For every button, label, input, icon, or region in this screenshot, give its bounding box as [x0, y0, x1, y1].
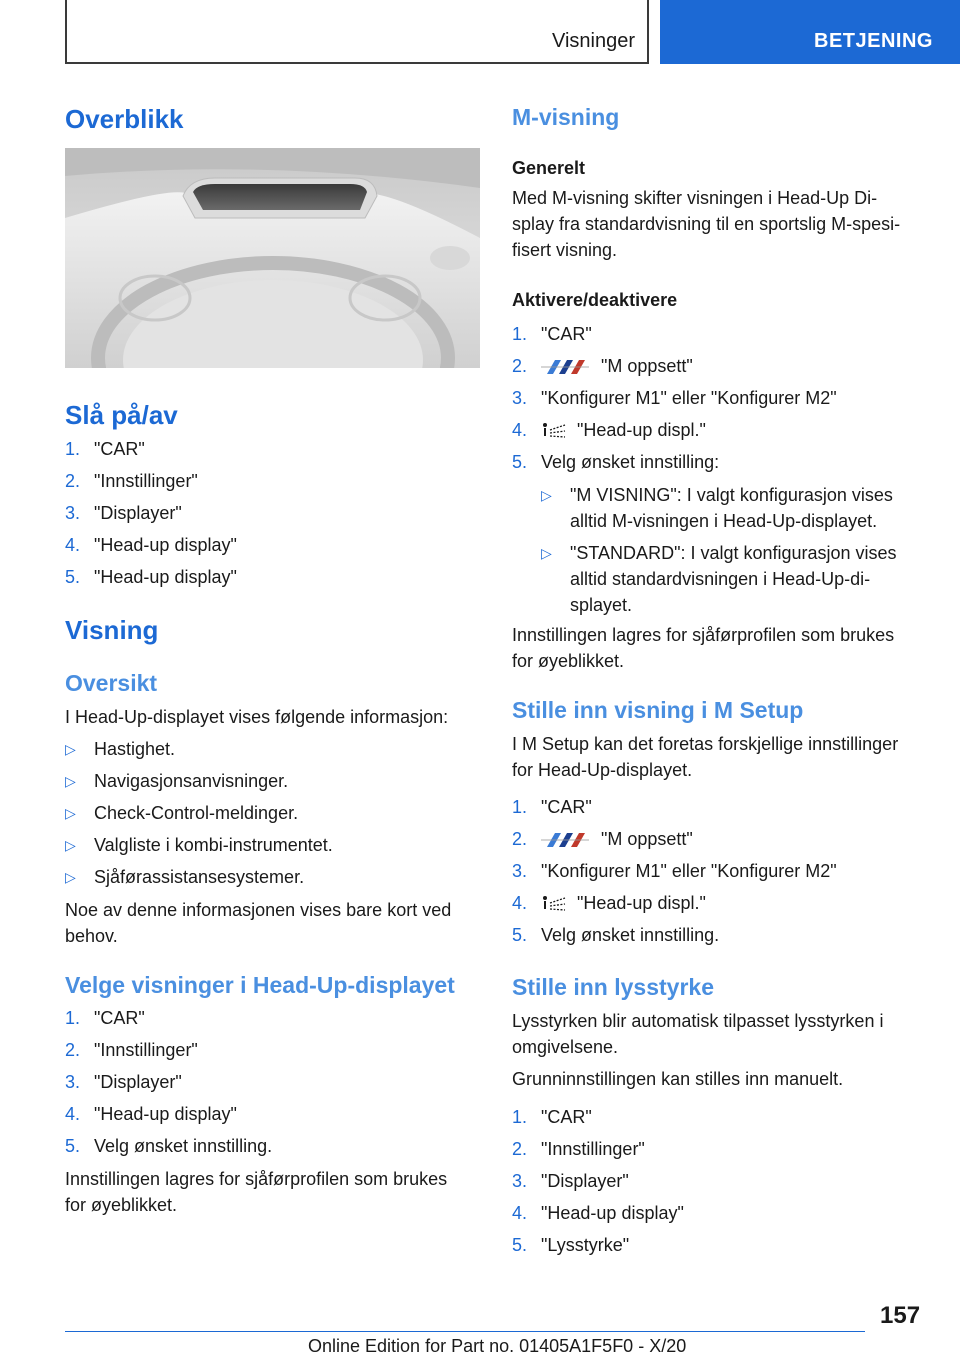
- m-stripes-icon: [541, 833, 589, 847]
- header-chapter-title: BETJENING: [814, 30, 933, 52]
- sla-pa-av-heading: Slå på/av: [65, 400, 178, 430]
- lysstyrke-intro-line-2: omgivelsene.: [512, 1037, 619, 1057]
- visning-note-line-1: Noe av denne informasjonen vises bare kort ved: [65, 900, 452, 920]
- m-visning-sub-line: alltid M-visningen i Head-Up-displayet.: [570, 511, 878, 531]
- m-setup-intro-line-1: I M Setup kan det foretas forskjellige innstillinger: [512, 734, 899, 754]
- m-visning-note-line-2: for øyeblikket.: [512, 651, 625, 671]
- standard-sub-line: splayet.: [570, 595, 633, 615]
- head-up-display-icon: [541, 895, 567, 913]
- lysstyrke-intro-line-1: Lysstyrken blir automatisk tilpasset lysstyrken i: [512, 1011, 884, 1031]
- header-section-box: [65, 0, 649, 64]
- footer-edition: Online Edition for Part no. 01405A1F5F0 - X/20: [308, 1336, 687, 1356]
- lysstyrke-intro-line-3: Grunninnstillingen kan stilles inn manuelt.: [512, 1069, 844, 1089]
- m-setup-heading: Stille inn visning i M Setup: [512, 697, 804, 723]
- visning-heading: Visning: [65, 615, 159, 645]
- footer-divider: [65, 1331, 865, 1332]
- visning-note-line-2: behov.: [65, 926, 118, 946]
- page-number: 157: [880, 1302, 921, 1329]
- aktivere-heading: Aktivere/deaktivere: [512, 290, 678, 310]
- standard-sub-line: alltid standardvisningen i Head-Up-di-: [570, 569, 871, 589]
- overblikk-heading: Overblikk: [65, 104, 184, 134]
- head-up-display-icon: [541, 422, 567, 440]
- m-stripes-icon: [541, 360, 589, 374]
- lysstyrke-heading: Stille inn lysstyrke: [512, 974, 714, 1000]
- generelt-line-1: Med M-visning skifter visningen i Head-Up Di-: [512, 188, 878, 208]
- header-chapter-tab: [660, 0, 960, 64]
- generelt-line-3: fisert visning.: [512, 240, 618, 260]
- head-up-display-photo: [65, 148, 480, 368]
- generelt-heading: Generelt: [512, 158, 586, 178]
- m-setup-intro-line-2: for Head-Up-displayet.: [512, 760, 693, 780]
- velge-note-line-1: Innstillingen lagres for sjåførprofilen som brukes: [65, 1169, 448, 1189]
- m-visning-note-line-1: Innstillingen lagres for sjåførprofilen som brukes: [512, 625, 895, 645]
- oversikt-heading: Oversikt: [65, 670, 158, 696]
- oversikt-intro: I Head-Up-displayet vises følgende informasjon:: [65, 707, 449, 727]
- velge-visninger-heading: Velge visninger i Head-Up-displayet: [65, 972, 455, 998]
- m-visning-heading: M-visning: [512, 104, 620, 130]
- generelt-line-2: splay fra standardvisning til en sportslig M-spesi-: [512, 214, 901, 234]
- header-section-title: Visninger: [551, 30, 635, 52]
- velge-note-line-2: for øyeblikket.: [65, 1195, 178, 1215]
